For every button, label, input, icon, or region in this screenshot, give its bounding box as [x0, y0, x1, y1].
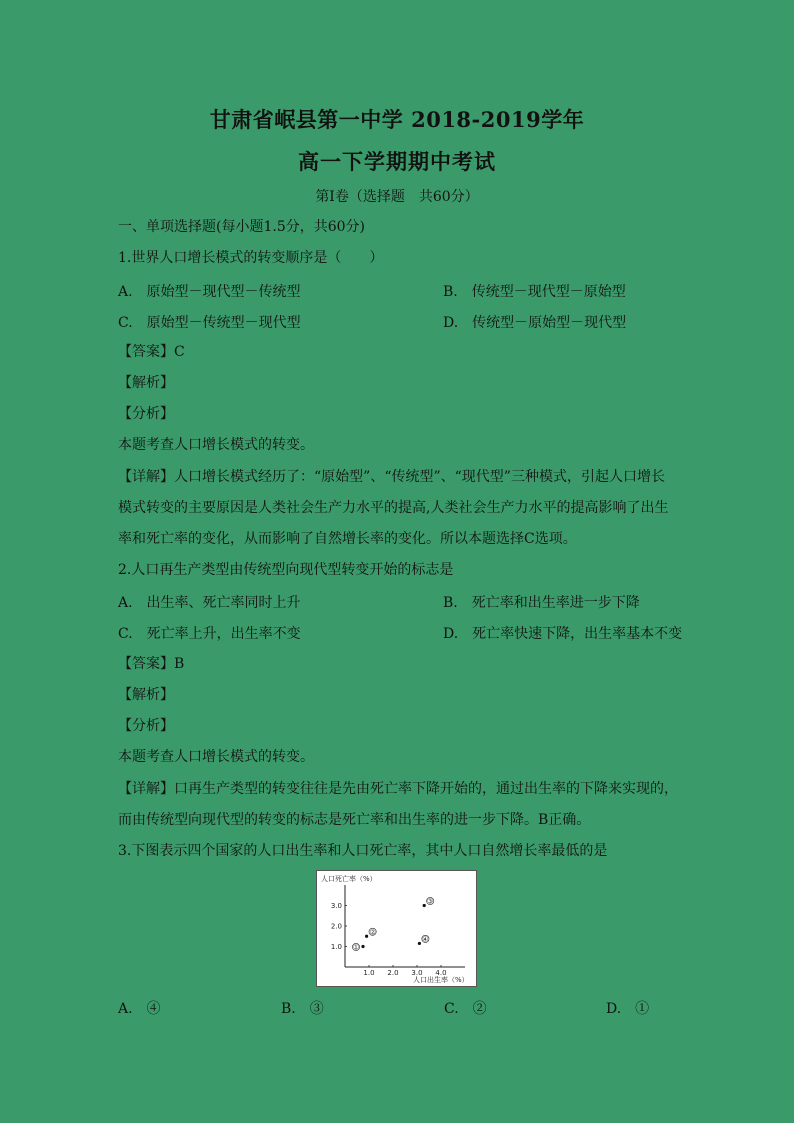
question-1-option-c[interactable]: C. 原始型－传统型－现代型: [118, 315, 301, 331]
question-1-fenxi: 【分析】: [118, 406, 174, 422]
question-2-option-c[interactable]: C. 死亡率上升，出生率不变: [118, 626, 301, 642]
question-2-stem: 2.人口再生产类型由传统型向现代型转变开始的标志是: [118, 562, 454, 578]
chart-xlabel: 人口出生率（%）: [413, 976, 469, 984]
birth-death-rate-chart: [316, 870, 477, 987]
exam-subtitle: 高一下学期期中考试: [298, 149, 496, 174]
question-3-option-a[interactable]: A. ④: [118, 1001, 161, 1017]
section-title: 第Ⅰ卷（选择题 共60分）: [315, 189, 479, 205]
question-1-answer: 【答案】C: [118, 344, 185, 360]
chart-y-tick-label: 2.0: [330, 922, 342, 931]
question-2-intro: 本题考查人口增长模式的转变。: [118, 749, 314, 765]
chart-point-label: ③: [427, 897, 434, 906]
chart-point: [418, 942, 421, 945]
chart-ylabel: 人口死亡率（%）: [321, 875, 377, 883]
question-1-stem: 1.世界人口增长模式的转变顺序是（ ）: [118, 250, 384, 266]
chart-point: [361, 945, 364, 948]
chart-y-tick-label: 3.0: [330, 902, 342, 910]
question-1-option-d[interactable]: D. 传统型－原始型－现代型: [443, 315, 627, 331]
question-1-intro: 本题考查人口增长模式的转变。: [118, 437, 314, 453]
question-2-option-d[interactable]: D. 死亡率快速下降，出生率基本不变: [443, 626, 683, 642]
question-2-answer: 【答案】B: [118, 656, 185, 672]
question-3-stem: 3.下图表示四个国家的人口出生率和人口死亡率，其中人口自然增长率最低的是: [118, 843, 608, 859]
chart-point-label: ②: [369, 928, 376, 937]
question-3-option-d[interactable]: D. ①: [606, 1001, 650, 1017]
chart-x-tick-label: 1.0: [363, 969, 375, 977]
chart-svg: [317, 871, 476, 986]
chart-point-label: ①: [352, 943, 360, 952]
chart-point: [365, 935, 368, 938]
question-1-jiexi: 【解析】: [118, 375, 174, 391]
chart-x-tick-label: 2.0: [387, 969, 399, 977]
question-1-option-b[interactable]: B. 传统型－现代型－原始型: [443, 284, 626, 300]
question-1-detail: 【详解】人口增长模式经历了：“原始型”、“传统型”、“现代型”三种模式，引起人口增长模式转变的主要原因是人类社会生产力水平的提高,人类社会生产力水平的提高影响了出生率和死亡率的变化，从而影响了自然增长率的变化。所以本题选择C选项。: [118, 469, 669, 547]
question-2-detail: 【详解】口再生产类型的转变往往是先由死亡率下降开始的，通过出生率的下降来实现的，而由传统型向现代型的转变的标志是死亡率和出生率的进一步下降。B正确。: [118, 781, 678, 828]
question-2-option-b[interactable]: B. 死亡率和出生率进一步下降: [443, 595, 640, 611]
question-3-option-b[interactable]: B. ③: [281, 1001, 324, 1017]
question-2-jiexi: 【解析】: [118, 687, 174, 703]
question-2-fenxi: 【分析】: [118, 718, 174, 734]
chart-x-tick-label: 4.0: [435, 969, 447, 977]
chart-point-label: ④: [422, 935, 429, 944]
part-heading: 一、单项选择题(每小题1.5分，共60分): [118, 219, 366, 235]
exam-title: 甘肃省岷县第一中学 2018-2019学年: [209, 107, 585, 132]
chart-x-tick-label: 3.0: [411, 969, 423, 977]
question-3-option-c[interactable]: C. ②: [444, 1001, 487, 1017]
chart-y-tick-label: 1.0: [330, 943, 342, 951]
question-2-option-a[interactable]: A. 出生率、死亡率同时上升: [118, 595, 301, 611]
chart-point: [423, 904, 426, 907]
question-1-option-a[interactable]: A. 原始型－现代型－传统型: [118, 284, 301, 300]
